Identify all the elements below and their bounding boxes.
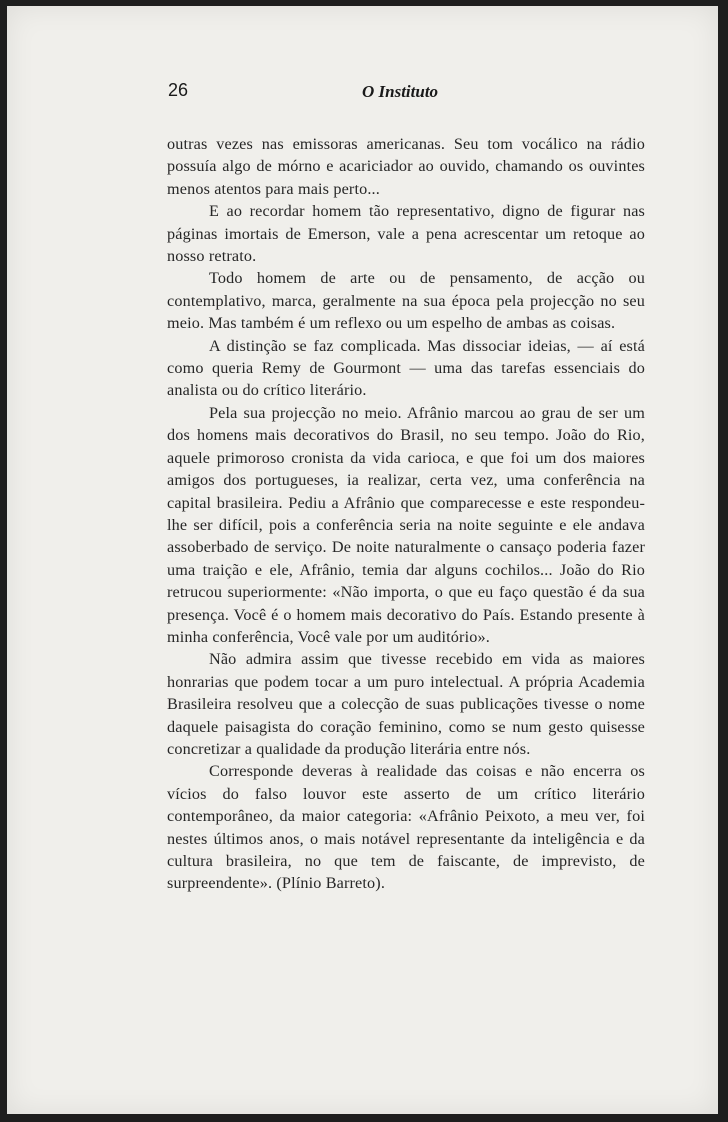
paragraph: Pela sua projecção no meio. Afrânio marcou ao grau de ser um dos homens mais decorativos do Brasil, no seu tempo. João do Rio, aquele primoroso cronista da vida carioca, e que foi um dos maiores amigos dos portugueses, ia realizar, certa vez, uma conferência na capital brasileira. Pediu a Afrânio que comparecesse e este respondeu-lhe ser difícil, pois a conferência seria na noite seguinte e ele andava assoberbado de serviço. De noite naturalmente o cansaço poderia fazer uma traição e ele, Afrânio, temia dar alguns cochilos... João do Rio retrucou superiormente: «Não importa, o que eu faço questão é da sua presença. Você é o homem mais decorativo do País. Estando presente à minha conferência, Você vale por um auditório». (167, 403, 645, 646)
body-text (167, 133, 645, 895)
running-title: O Instituto (362, 82, 439, 101)
paragraph: A distinção se faz complicada. Mas dissociar ideias, — aí está como queria Remy de Gourmont — uma das tarefas essenciais do analista ou do crítico literário. (167, 336, 645, 400)
paragraph: Todo homem de arte ou de pensamento, de acção ou contemplativo, marca, geralmente na sua época pela projecção no seu meio. Mas também é um reflexo ou um espelho de ambas as coisas. (167, 269, 645, 333)
paragraph: E ao recordar homem tão representativo, digno de figurar nas páginas imortais de Emerson, vale a pena acrescentar um retoque ao nosso retrato. (167, 202, 645, 266)
paragraph: Não admira assim que tivesse recebido em vida as maiores honrarias que podem tocar a um puro intelectual. A própria Academia Brasileira resolveu que a colecção de suas publicações tivesse o nome daquele paisagista do coração feminino, como se num gesto quisesse concretizar a qualidade da produção literária entre nós. (167, 650, 645, 758)
paragraph: Corresponde deveras à realidade das coisas e não encerra os vícios do falso louvor este asserto de um crítico literário contemporâneo, da maior categoria: «Afrânio Peixoto, a meu ver, foi nestes últimos anos, o mais notável representante da inteligência e da cultura brasileira, no que tem de faiscante, de imprevisto, de surpreendente». (Plínio Barreto). (167, 762, 645, 893)
page-number: 26 (168, 80, 189, 100)
book-page (7, 6, 718, 1114)
page-header (7, 80, 718, 112)
paragraph: outras vezes nas emissoras americanas. Seu tom vocálico na rádio possuía algo de mórno e acariciador ao ouvido, chamando os ouvintes menos atentos para mais perto... (167, 135, 645, 198)
